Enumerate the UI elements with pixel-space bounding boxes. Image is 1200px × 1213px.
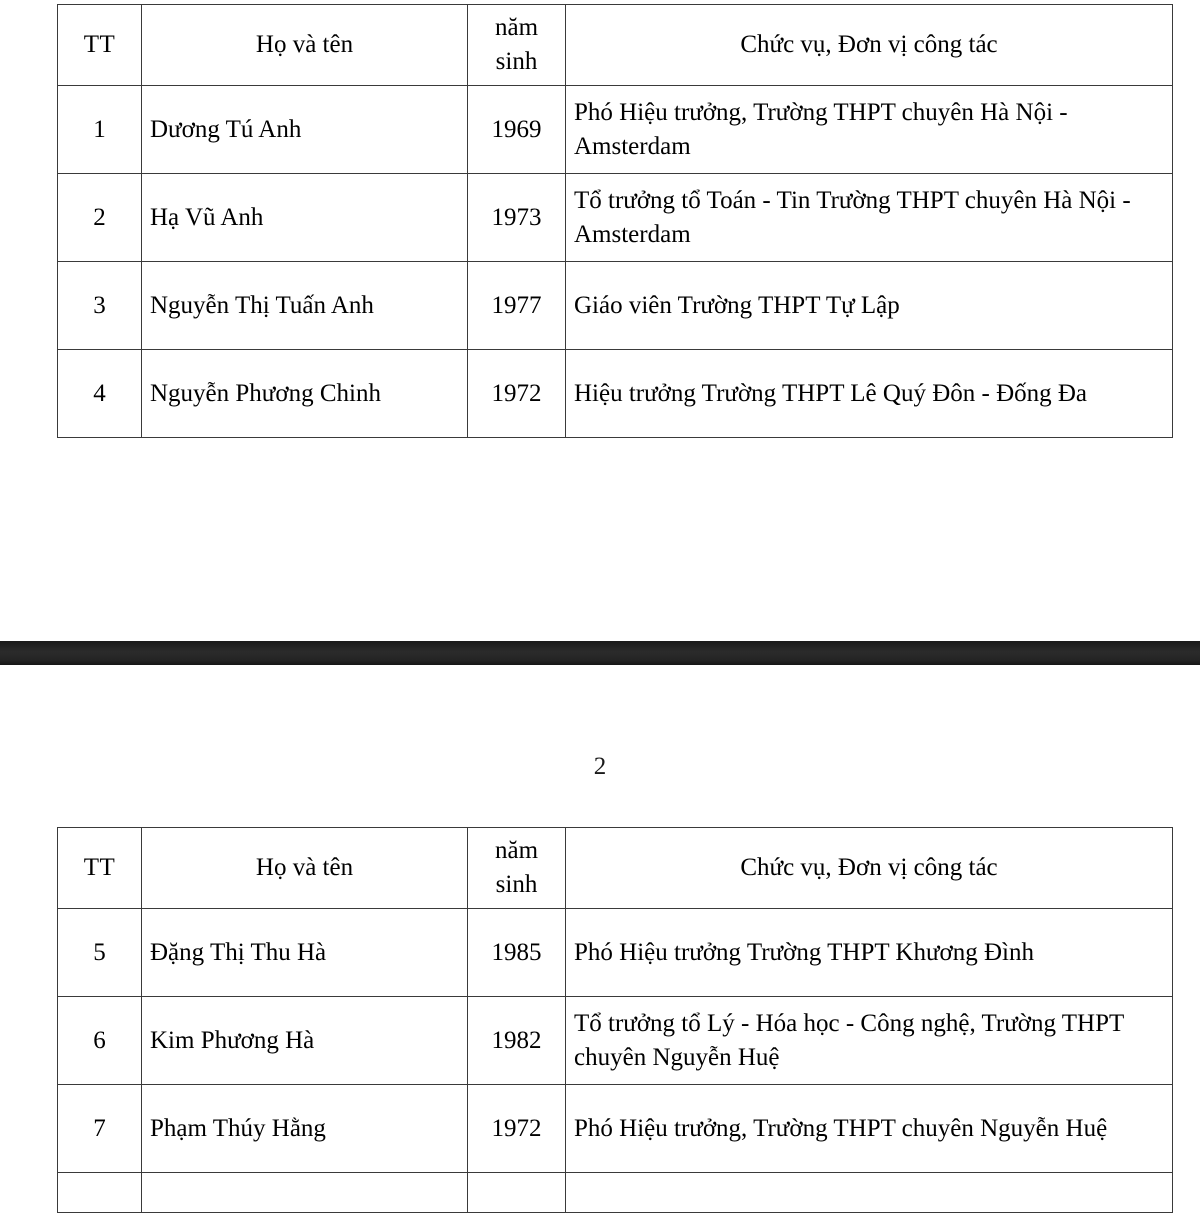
cell-tt: 3 (58, 262, 142, 350)
column-header-name: Họ và tên (142, 5, 468, 86)
cell-position (566, 1173, 1173, 1213)
column-header-position: Chức vụ, Đơn vị công tác (566, 828, 1173, 909)
table-body (58, 86, 1173, 438)
cell-position: Phó Hiệu trưởng, Trường THPT chuyên Nguyễn Huệ (566, 1085, 1173, 1173)
page-break-separator (0, 641, 1200, 665)
table-row (58, 5, 1173, 86)
cell-position: Tổ trưởng tổ Lý - Hóa học - Công nghệ, Trường THPT chuyên Nguyễn Huệ (566, 997, 1173, 1085)
cell-birth-year: 1982 (468, 997, 566, 1085)
cell-position: Phó Hiệu trưởng, Trường THPT chuyên Hà Nội - Amsterdam (566, 86, 1173, 174)
cell-position: Hiệu trưởng Trường THPT Lê Quý Đôn - Đống Đa (566, 350, 1173, 438)
cell-name: Hạ Vũ Anh (142, 174, 468, 262)
cell-birth-year (468, 1173, 566, 1213)
cell-tt: 1 (58, 86, 142, 174)
cell-position: Giáo viên Trường THPT Tự Lập (566, 262, 1173, 350)
table-row (58, 262, 1173, 350)
table-row (58, 86, 1173, 174)
table-row (58, 1173, 1173, 1213)
column-header-birth-year-line1: năm (494, 837, 539, 864)
cell-name: Phạm Thúy Hằng (142, 1085, 468, 1173)
document-page-2 (0, 665, 1200, 1175)
table-body (58, 909, 1173, 1213)
cell-birth-year: 1969 (468, 86, 566, 174)
cell-birth-year: 1985 (468, 909, 566, 997)
cell-birth-year: 1972 (468, 1085, 566, 1173)
cell-birth-year: 1977 (468, 262, 566, 350)
cell-name: Nguyễn Phương Chinh (142, 350, 468, 438)
column-header-birth-year (468, 5, 566, 86)
page-number: 2 (593, 753, 607, 780)
table-header-row (58, 5, 1173, 86)
table-row (58, 174, 1173, 262)
cell-birth-year: 1972 (468, 350, 566, 438)
cell-name: Kim Phương Hà (142, 997, 468, 1085)
column-header-name: Họ và tên (142, 828, 468, 909)
column-header-birth-year-line1: năm (494, 14, 539, 41)
cell-tt: 6 (58, 997, 142, 1085)
table-header-row (58, 828, 1173, 909)
cell-tt (58, 1173, 142, 1213)
cell-tt: 5 (58, 909, 142, 997)
column-header-birth-year (468, 828, 566, 909)
cell-tt: 4 (58, 350, 142, 438)
cell-tt: 7 (58, 1085, 142, 1173)
table-row (58, 997, 1173, 1085)
cell-name: Dương Tú Anh (142, 86, 468, 174)
column-header-position: Chức vụ, Đơn vị công tác (566, 5, 1173, 86)
cell-name (142, 1173, 468, 1213)
table-row (58, 1085, 1173, 1173)
table-row (58, 350, 1173, 438)
column-header-birth-year-line2: sinh (495, 871, 538, 898)
table-row (58, 909, 1173, 997)
cell-tt: 2 (58, 174, 142, 262)
cell-position: Tổ trưởng tổ Toán - Tin Trường THPT chuyên Hà Nội - Amsterdam (566, 174, 1173, 262)
table-row (58, 828, 1173, 909)
column-header-tt: TT (58, 5, 142, 86)
roster-table-page-2 (57, 827, 1173, 1213)
roster-table-page-1 (57, 4, 1173, 438)
cell-name: Đặng Thị Thu Hà (142, 909, 468, 997)
column-header-birth-year-line2: sinh (495, 48, 538, 75)
cell-position: Phó Hiệu trưởng Trường THPT Khương Đình (566, 909, 1173, 997)
column-header-tt: TT (58, 828, 142, 909)
cell-name: Nguyễn Thị Tuấn Anh (142, 262, 468, 350)
cell-birth-year: 1973 (468, 174, 566, 262)
